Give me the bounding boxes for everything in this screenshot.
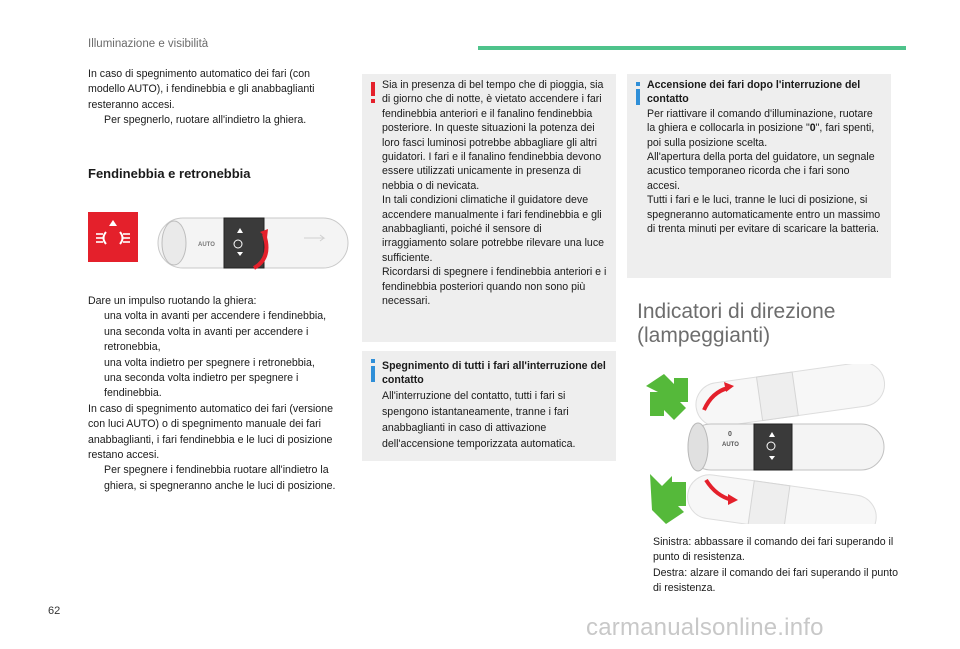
list-item-text: una seconda volta in avanti per accendere i retronebbia,: [104, 325, 309, 354]
list-item: [88, 371, 350, 402]
indicator-instructions: [637, 535, 899, 597]
list-item: [88, 463, 350, 494]
fog-outro-text: In caso di spegnimento automatico dei fari (versione con luci AUTO) o di spegnimento manuale dei fari anabbaglianti, i fari fendinebbia e le luci di posizione restano accesi.: [88, 402, 333, 462]
info-icon-dot: [636, 82, 640, 86]
header-accent-bar: [478, 46, 906, 50]
list-item: [88, 309, 350, 324]
warning-box: [362, 74, 616, 342]
info-text-a: Per riattivare il comando d'illuminazione, ruotare la ghiera e collocarla in posizione ": [647, 107, 873, 135]
bullet-mark: [88, 325, 104, 356]
fog-light-icon: [88, 212, 138, 262]
fog-instructions: [88, 294, 350, 494]
warning-icon: [371, 99, 375, 103]
fog-lead-text: Dare un impulso ruotando la ghiera:: [88, 295, 257, 307]
info-title: Spegnimento di tutti i fari all'interruzione del contatto: [382, 360, 606, 387]
list-item: [88, 113, 350, 128]
info-icon: [636, 89, 640, 105]
list-item: [637, 566, 899, 597]
light-stalk-illustration: [154, 208, 350, 280]
bullet-mark: [88, 113, 104, 128]
stalk-auto-label: AUTO: [198, 242, 215, 248]
title-line-2: (lampeggianti): [637, 324, 771, 347]
info-content: [382, 359, 608, 452]
bullet-mark: [88, 309, 104, 324]
section-header: Illuminazione e visibilità: [88, 38, 209, 50]
info-text-b: ", fari spenti, poi sulla posizione scelta.: [647, 122, 875, 149]
info-text-3: Tutti i fari e le luci, tranne le luci di posizione, si spegneranno automaticamente entro un massimo di trenta minuti per evitare di scaricare la batteria.: [647, 194, 881, 236]
info-icon: [371, 366, 375, 382]
indicator-stalk-illustration: [644, 364, 890, 524]
bullet-mark: [637, 535, 653, 566]
info-text: [647, 107, 883, 150]
fog-section-heading: Fendinebbia e retronebbia: [88, 166, 251, 181]
warning-text: Sia in presenza di bel tempo che di pioggia, sia di giorno che di notte, è vietato accendere i fari fendinebbia anteriori e il fanalino fendinebbia posteriore. In queste situazioni la potenza dei loro fasci luminosi potrebbe abbagliare gli altri guidatori. I fari e il fanalino fendinebbia devono essere utilizzati unicamente in presenza di nebbia o di nevicata.: [382, 79, 604, 192]
list-item: [88, 325, 350, 356]
stalk-auto-label: AUTO: [722, 442, 739, 448]
bullet-mark: [88, 371, 104, 402]
warning-content: [382, 78, 608, 309]
info-text-2: All'apertura della porta del guidatore, un segnale acustico temporaneo ricorda che i fari sono accesi.: [647, 151, 875, 192]
intro-text: In caso di spegnimento automatico dei fari (con modello AUTO), i fendinebbia e gli anabbaglianti resteranno accesi.: [88, 68, 315, 111]
stalk-zero-label: 0: [728, 431, 732, 438]
info-icon-dot: [371, 359, 375, 363]
list-item-text: una volta indietro per spegnere i retronebbia,: [104, 356, 315, 369]
list-item-text: Per spegnerlo, ruotare all'indietro la ghiera.: [104, 114, 307, 127]
warning-text-2: In tali condizioni climatiche il guidatore deve accendere manualmente i fari fendinebbia e gli anabbaglianti, poiché il sensore di irraggiamento solare potrebbe rilevare una luce sufficiente.: [382, 194, 605, 264]
info-title: Accensione dei fari dopo l'interruzione del contatto: [647, 79, 861, 106]
info-text-bold: 0: [809, 122, 816, 135]
list-item-text: Sinistra: abbassare il comando dei fari superando il punto di resistenza.: [653, 536, 894, 564]
page-number: 62: [48, 605, 61, 617]
list-item: [88, 356, 350, 371]
watermark: carmanualsonline.info: [586, 614, 824, 641]
list-item-text: una volta in avanti per accendere i fendinebbia,: [104, 310, 327, 323]
direction-indicators-title: [637, 300, 835, 348]
list-item-text: Per spegnere i fendinebbia ruotare all'indietro la ghiera, si spegneranno anche le luci di posizione.: [104, 464, 336, 492]
warning-strip: [371, 82, 375, 96]
list-item: [637, 535, 899, 566]
column-left: [88, 67, 350, 129]
bullet-mark: [88, 463, 104, 494]
info-box-relight: [627, 74, 891, 278]
warning-text-3: Ricordarsi di spegnere i fendinebbia anteriori e i fendinebbia posteriori quando non sono più necessari.: [382, 266, 607, 308]
info-content: [647, 78, 883, 236]
list-item-text: una seconda volta indietro per spegnere i fendinebbia.: [104, 372, 299, 400]
bullet-mark: [88, 356, 104, 371]
arrow-down-left-icon: [650, 474, 686, 524]
arrow-up-right-icon: [646, 374, 688, 420]
info-text: All'interruzione del contatto, tutti i fari si spengono istantaneamente, tranne i fari anabbaglianti in caso di attivazione dell'accensione temporizzata automatica.: [382, 389, 576, 450]
list-item-text: Destra: alzare il comando dei fari superando il punto di resistenza.: [653, 566, 898, 595]
title-line-1: Indicatori di direzione: [637, 300, 836, 323]
info-box-switch-off: [362, 351, 616, 461]
bullet-mark: [637, 566, 653, 597]
